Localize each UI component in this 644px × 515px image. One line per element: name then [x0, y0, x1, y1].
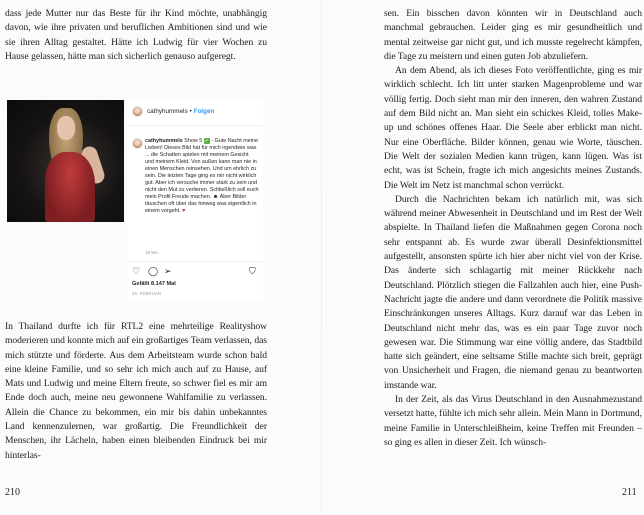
paragraph: sen. Ein bisschen davon könnten wir in Deutschland auch manchmal gebrauchen. Leider ging es mir gesundheitlich und mental zeitweise gar nicht gut, und ich musste regelrecht kämpfen, die Tage zu meistern und einen guten Job abzuliefern. [384, 8, 642, 62]
post-actions [132, 266, 258, 276]
right-page-text [384, 7, 642, 450]
heart-emoji-icon: ♥ [182, 208, 186, 214]
comment-icon[interactable]: ◯ [148, 266, 159, 276]
post-caption [145, 138, 259, 215]
portrait-photo [7, 100, 124, 222]
smile-icon: ☻ [212, 194, 219, 200]
paragraph: An dem Abend, als ich dieses Foto veröffentlichte, ging es mir wirklich schlecht. Ich litt unter starken Magenprobleme und war völlig fertig. Doch sieht man mir den inneren, den wahren Zustand auf dem Bild nicht an. Man sieht ein schickes Kleid, tolles Make-up und schönes offenes Haar. Die Seele aber erblickt man nicht. Nur eine Oberfläche. Bilder können, genau wie Worte, täuschen. Die Welt der sozialen Medien kann trügen, kann lügen. Was ist echt, was ist Schein, fragte ich mich angesichts meines Zustands. Die Welt im Netz ist manchmal schon verrückt. [384, 65, 642, 191]
avatar [132, 106, 143, 117]
caption-avatar-row [132, 138, 143, 149]
paragraph: In Thailand durfte ich für RTL2 eine mehrteilige Realityshow moderieren und konnte mich auf ein großartiges Team verlassen, das mich stützte und förderte. Aus dem Arbeitsteam wurde schon bald eine kleine Familie, und so sehr ich mich auch auf zu Hause, auf Mats und Ludwig und meine Eltern freute, so schwer fiel es mir am Ende doch auch, meine neu gewonnene Wahlfamilie zu verlassen. Allein die Chance zu bekommen, ein mir bis dahin unbekanntes Land kennenzulernen, war großartig. Die Freundlichkeit der Menschen, ihr Lächeln, haben einen bleibenden Eindruck bei mir hinterlas- [5, 321, 267, 461]
paragraph: Durch die Nachrichten bekam ich natürlich mit, was sich während meiner Abwesenheit in Deutschland und im Rest der Welt abspielte. In Thailand liefen die Maßnahmen gegen Corona noch sehr entspannt ab. Es wurde zwar überall Desinfektionsmittel aufgestellt, ansonsten spürte ich hier aber nicht viel von der Krise. Das änderte sich schlagartig mit meiner Rückkehr nach Deutschland. Plötzlich stiegen die Fallzahlen auch hier, eine Push-Nachricht jagte die andere und dann verordnete die Politik massive Einschränkungen unseres Alltags. Kurz darauf war das Leben in Deutschland nicht mehr das, was es ein paar Tage zuvor noch gewesen war. Die Stimmung war eine völlig andere, das Stadtbild hatte sich geändert, eine seltsame Stille machte sich breit, geprägt von Unsicherheit und Fragen, die niemand genau zu beantworten imstande war. [384, 193, 642, 391]
bookmark-icon[interactable]: ⛉ [249, 266, 256, 276]
right-page [322, 0, 644, 515]
divider [127, 125, 263, 126]
caption-avatar [132, 138, 143, 149]
separator-dot: • [189, 108, 192, 115]
follow-button[interactable]: Folgen [193, 108, 215, 115]
paragraph: In der Zeit, als das Virus Deutschland in den Ausnahmezustand versetzt hatte, fühlte ich mich sehr allein. Mein Mann in Dortmund, meine Familie in Unterschleißheim, keine Treffen mit Freunden – so ging es allen in dieser Zeit. Ich wünsch- [384, 394, 642, 448]
post-header [132, 106, 214, 117]
paragraph: dass jede Mutter nur das Beste für ihr Kind möchte, unabhängig davon, wie ihre privaten und beruflichen Ambitionen sind und wie sie ihren Alltag gestaltet. Hätte ich Ludwig für vier Wochen zu Hause gelassen, hätte man sich sicherlich genauso aufgeregt. [5, 8, 267, 62]
caption-lead: Show 5 [184, 138, 203, 144]
like-heart-icon[interactable]: ♡ [132, 266, 141, 276]
caption-username: cathyhummels [145, 138, 183, 144]
divider [127, 261, 263, 262]
comment-time: 18 Wo. [145, 250, 160, 255]
post-username: cathyhummels [147, 108, 188, 115]
left-page-bottom-text [5, 320, 267, 463]
share-icon[interactable]: ➢ [164, 266, 172, 276]
post-date: 25. FEBRUAR [132, 291, 162, 296]
page-number-right: 211 [622, 487, 637, 498]
likes-count: Gefällt 8.147 Mal [132, 281, 176, 287]
caption-tail: Aber Bilder täuschen oft über das hinweg was eigentlich in einem vorgeht. [145, 194, 257, 214]
left-page-top-text [5, 7, 267, 64]
caption-body: - Gute Nacht meine Lieben! Dieses Bild hat für mich irgendwie was ... die Schatten spielen mit meinem Gesicht und meinem Kleid. Von außen kann man nie in einen Menschen reinsehen. Und um ehrlich zu sein. Die letzten Tage ging es mir nicht wirklich gut. Aber ich versuche immer stark zu sein und nicht den Mut zu verlieren. Schließlich soll euch mein Profil Freude machen. [145, 138, 259, 200]
checkmark-icon: ✓ [204, 138, 209, 144]
page-number-left: 210 [5, 487, 20, 498]
instagram-post-screenshot [127, 100, 263, 300]
